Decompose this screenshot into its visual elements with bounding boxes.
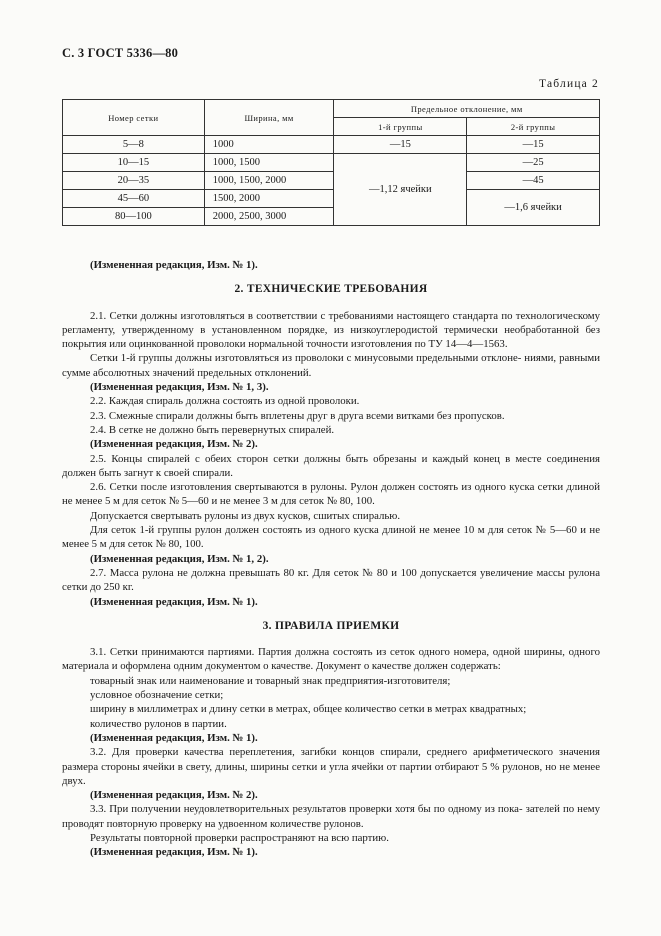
col-header-width: Ширина, мм [204,100,334,136]
edit-note: (Измененная редакция, Изм. № 1, 2). [90,552,269,565]
cell-group2: —25 [467,154,600,172]
list-item: товарный знак или наименование и товарный знак предприятия-изготовителя; [90,674,451,687]
edit-note: (Измененная редакция, Изм. № 2). [90,438,258,451]
col-header-number: Номер сетки [63,100,205,136]
paragraph: 3.1. Сетки принимаются партиями. Партия должна состоять из сеток одного номера, одной ширины, одного материала и оформлена одним документом о качестве. Документ о качестве должен содержать: [62,646,600,673]
table-caption: Таблица 2 [539,78,599,90]
edit-note: (Измененная редакция, Изм. № 1). [90,846,258,859]
col-header-group1: 1-й группы [334,118,467,136]
edit-note: (Измененная редакция, Изм. № 1, 3). [90,381,269,394]
paragraph: Допускается свертывать рулоны из двух кусков, сшитых спиралью. [90,509,401,522]
paragraph: 2.3. Смежные спирали должны быть вплетены друг в друга всеми витками без пропусков. [90,409,505,422]
cell-number: 10—15 [63,154,205,172]
cell-width: 1000, 1500, 2000 [204,172,334,190]
paragraph: 2.4. В сетке не должно быть перевернутых спиралей. [90,423,335,436]
cell-number: 80—100 [63,208,205,226]
paragraph: 3.2. Для проверки качества переплетения, загибки концов спирали, среднего арифметического значения размера стороны ячейки в свету, длины, ширины сетки и угла ячейки от партии отбирают 5 % рулонов, но не менее двух. [62,746,600,787]
table-row [63,172,600,190]
col-header-deviation: Предельное отклонение, мм [334,100,600,118]
table-row [63,190,600,208]
list-item: условное обозначение сетки; [90,689,224,702]
cell-width: 1000 [204,136,334,154]
list-item: ширину в миллиметрах и длину сетки в метрах, общее количество сетки в метрах квадратных; [90,703,527,716]
cell-number: 20—35 [63,172,205,190]
cell-group1-merged: —1,12 ячейки [334,154,467,226]
edit-note: (Измененная редакция, Изм. № 2). [90,789,258,802]
deviation-table [62,99,600,226]
list-item: количество рулонов в партии. [90,717,227,730]
paragraph: 3.3. При получении неудовлетворительных результатов проверки хотя бы по одному из пока- зателей по нему проводят повторную проверку на удвоенном количестве рулонов. [62,803,600,830]
document-body [62,258,600,860]
cell-width: 1500, 2000 [204,190,334,208]
cell-number: 45—60 [63,190,205,208]
page-header: С. 3 ГОСТ 5336—80 [62,46,179,60]
paragraph: 2.1. Сетки должны изготовляться в соответствии с требованиями настоящего стандарта по технологическому регламенту, утвержденному в установленном порядке, из низкоуглеродистой термически необработанной без покрытия или оцинкованной проволоки нормальной точности изготовления по ТУ 14—4—1563. [62,309,600,351]
paragraph: 2.6. Сетки после изготовления свертываются в рулоны. Рулон должен состоять из одного куска сетки длиной не менее 5 м для сеток № 5—60 и не менее 3 м для сеток № 80, 100. [62,481,600,508]
cell-group2-merged: —1,6 ячейки [467,190,600,226]
paragraph: 2.2. Каждая спираль должна состоять из одной проволоки. [90,395,360,408]
cell-group1: —15 [334,136,467,154]
paragraph: 2.7. Масса рулона не должна превышать 80 кг. Для сеток № 80 и 100 допускается увеличение массы рулона сетки до 250 кг. [62,566,600,594]
cell-number: 5—8 [63,136,205,154]
edit-note: (Измененная редакция, Изм. № 1). [90,259,258,271]
cell-width: 1000, 1500 [204,154,334,172]
table-row [63,154,600,172]
paragraph: Сетки 1-й группы должны изготовляться из проволоки с минусовыми предельными отклоне- ниями, равными сумме абсолютных значений предельных отклонений. [62,352,600,379]
table-row [63,136,600,154]
paragraph: 2.5. Концы спиралей с обеих сторон сетки должны быть обрезаны и каждый конец в месте соединения должен быть загнут к своей спирали. [62,452,600,479]
section-title: 2. ТЕХНИЧЕСКИЕ ТРЕБОВАНИЯ [234,283,428,296]
col-header-group2: 2-й группы [467,118,600,136]
edit-note: (Измененная редакция, Изм. № 1). [90,595,258,608]
cell-width: 2000, 2500, 3000 [204,208,334,226]
paragraph: Результаты повторной проверки распространяют на всю партию. [90,831,389,844]
cell-group2: —15 [467,136,600,154]
edit-note: (Измененная редакция, Изм. № 1). [90,731,258,744]
cell-group2: —45 [467,172,600,190]
paragraph: Для сеток 1-й группы рулон должен состоять из одного куска длиной не менее 10 м для сеток № 5—60 и не менее 5 м для сеток № 80, 100. [62,524,600,551]
section-title: 3. ПРАВИЛА ПРИЕМКИ [262,619,400,632]
